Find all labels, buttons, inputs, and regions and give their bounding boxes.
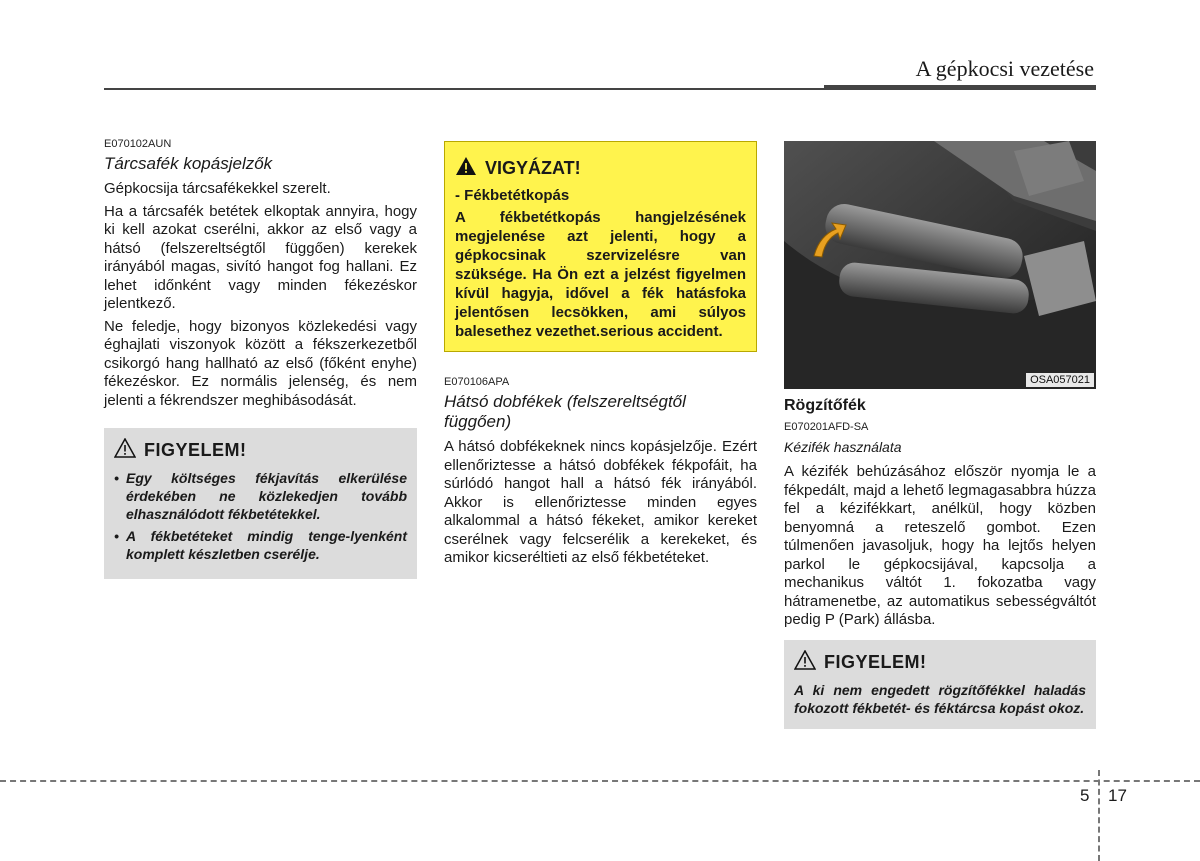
- caution-title-text: VIGYÁZAT!: [485, 158, 581, 178]
- section-heading: Rögzítőfék: [784, 397, 866, 414]
- header-rule-accent: [824, 85, 1096, 89]
- column-middle: [444, 141, 757, 572]
- bullet-dot-icon: •: [114, 470, 119, 486]
- notice-bullet-text: Egy költséges fékjavítás elkerülése érdekében ne közlekedjen tovább elhasználódott fékbetétekkel.: [126, 470, 407, 522]
- warning-triangle-icon: [794, 650, 816, 675]
- notice-box: [784, 640, 1096, 729]
- paragraph: A kézifék behúzásához először nyomja le a fékpedált, majd a lehető legmagasabbra húzza fel a kézifékkart, anélkül, hogy közben benyomná a reteszelő gombot. Ezen túlmenően javasoljuk, hogy ha lejtős helyen parkol le gépkocsijával, kapcsolja a mechanikus váltót 1. fokozatba vagy hátramenetbe, az automatikus sebességváltót pedig P (Park) állásba.: [784, 463, 1096, 628]
- warning-triangle-icon: [114, 438, 136, 463]
- parking-brake-illustration: [784, 141, 1096, 389]
- photo-code: OSA057021: [1026, 373, 1094, 387]
- paragraph: Ne feledje, hogy bizonyos közlekedési vagy éghajlati viszonyok között a fékszerkezetből csikorgó hang hallható az első (főként enyhe) fékezéskor. Ez normális jelenség, és nem jelenti a fékrendszer meghibásodását.: [104, 317, 417, 409]
- column-right: [784, 141, 1096, 729]
- section-heading: Tárcsafék kopásjelzők: [104, 154, 273, 173]
- notice-bullet: [114, 527, 407, 563]
- notice-bullet: [114, 469, 407, 523]
- bullet-dot-icon: •: [114, 528, 119, 544]
- section-heading: Hátsó dobfékek (felszereltségtől függően): [444, 392, 686, 431]
- caution-text: A fékbetétkopás hangjelzésének megjelenése azt jelenti, hogy a gépkocsinak szervizelésre van szüksége. Ha Ön ezt a jelzést figyelmen kívül hagyja, idővel a fék hatásfoka jelentősen lecsökken, ami súlyos balesethez vezethet.serious accident.: [455, 209, 746, 340]
- paragraph: Gépkocsija tárcsafékekkel szerelt.: [104, 180, 331, 197]
- section-code: E070106APA: [444, 376, 510, 388]
- footer-vertical-divider: [1098, 770, 1100, 861]
- paragraph: A hátsó dobfékeknek nincs kopásjelzője. Ezért ellenőriztesse a hátsó dobfékek fékpofáit, ha súrlódó hangot hall a hátsó fék irányából. Akkor is ellenőriztesse minden egyes alkalommal a hátsó fékeket, amikor kereket cserélnek vagy felcserélik a kerekeket, és amikor kicseréltieti az első fékbetéteket.: [444, 438, 757, 566]
- notice-title-text: FIGYELEM!: [824, 651, 927, 672]
- caution-box: [444, 141, 757, 352]
- notice-title-text: FIGYELEM!: [144, 440, 247, 460]
- column-left: [104, 138, 417, 579]
- sub-heading: Kézifék használata: [784, 439, 902, 455]
- caution-triangle-icon: [455, 156, 477, 181]
- page-number: 17: [1108, 786, 1127, 805]
- notice-title: [114, 438, 407, 463]
- footer-dashed-rule: [0, 780, 1200, 782]
- notice-text: A ki nem engedett rögzítőfékkel haladás fokozott fékbetét- és féktárcsa kopást okoz.: [794, 681, 1086, 716]
- header-title: A gépkocsi vezetése: [915, 56, 1094, 81]
- notice-box: [104, 428, 417, 579]
- caution-subtitle: - Fékbetétkopás: [455, 187, 570, 204]
- caution-title: [455, 156, 746, 181]
- section-code: E070102AUN: [104, 138, 172, 150]
- notice-bullet-text: A fékbetéteket mindig tenge-lyenként komplett készletben cserélje.: [126, 528, 407, 562]
- chapter-number: 5: [1080, 786, 1090, 805]
- notice-title: [794, 650, 1086, 675]
- section-code: E070201AFD-SA: [784, 421, 869, 433]
- paragraph: Ha a tárcsafék betétek elkoptak annyira, hogy ki kell azokat cserélni, akkor az első vagy a hátsó (felszereltségtől függően) kerekek irányából magas, sivító hangot fog hallani. Ez lehet időnként vagy minden fékezéskor jelentkező.: [104, 202, 417, 312]
- parking-brake-photo: [784, 141, 1096, 389]
